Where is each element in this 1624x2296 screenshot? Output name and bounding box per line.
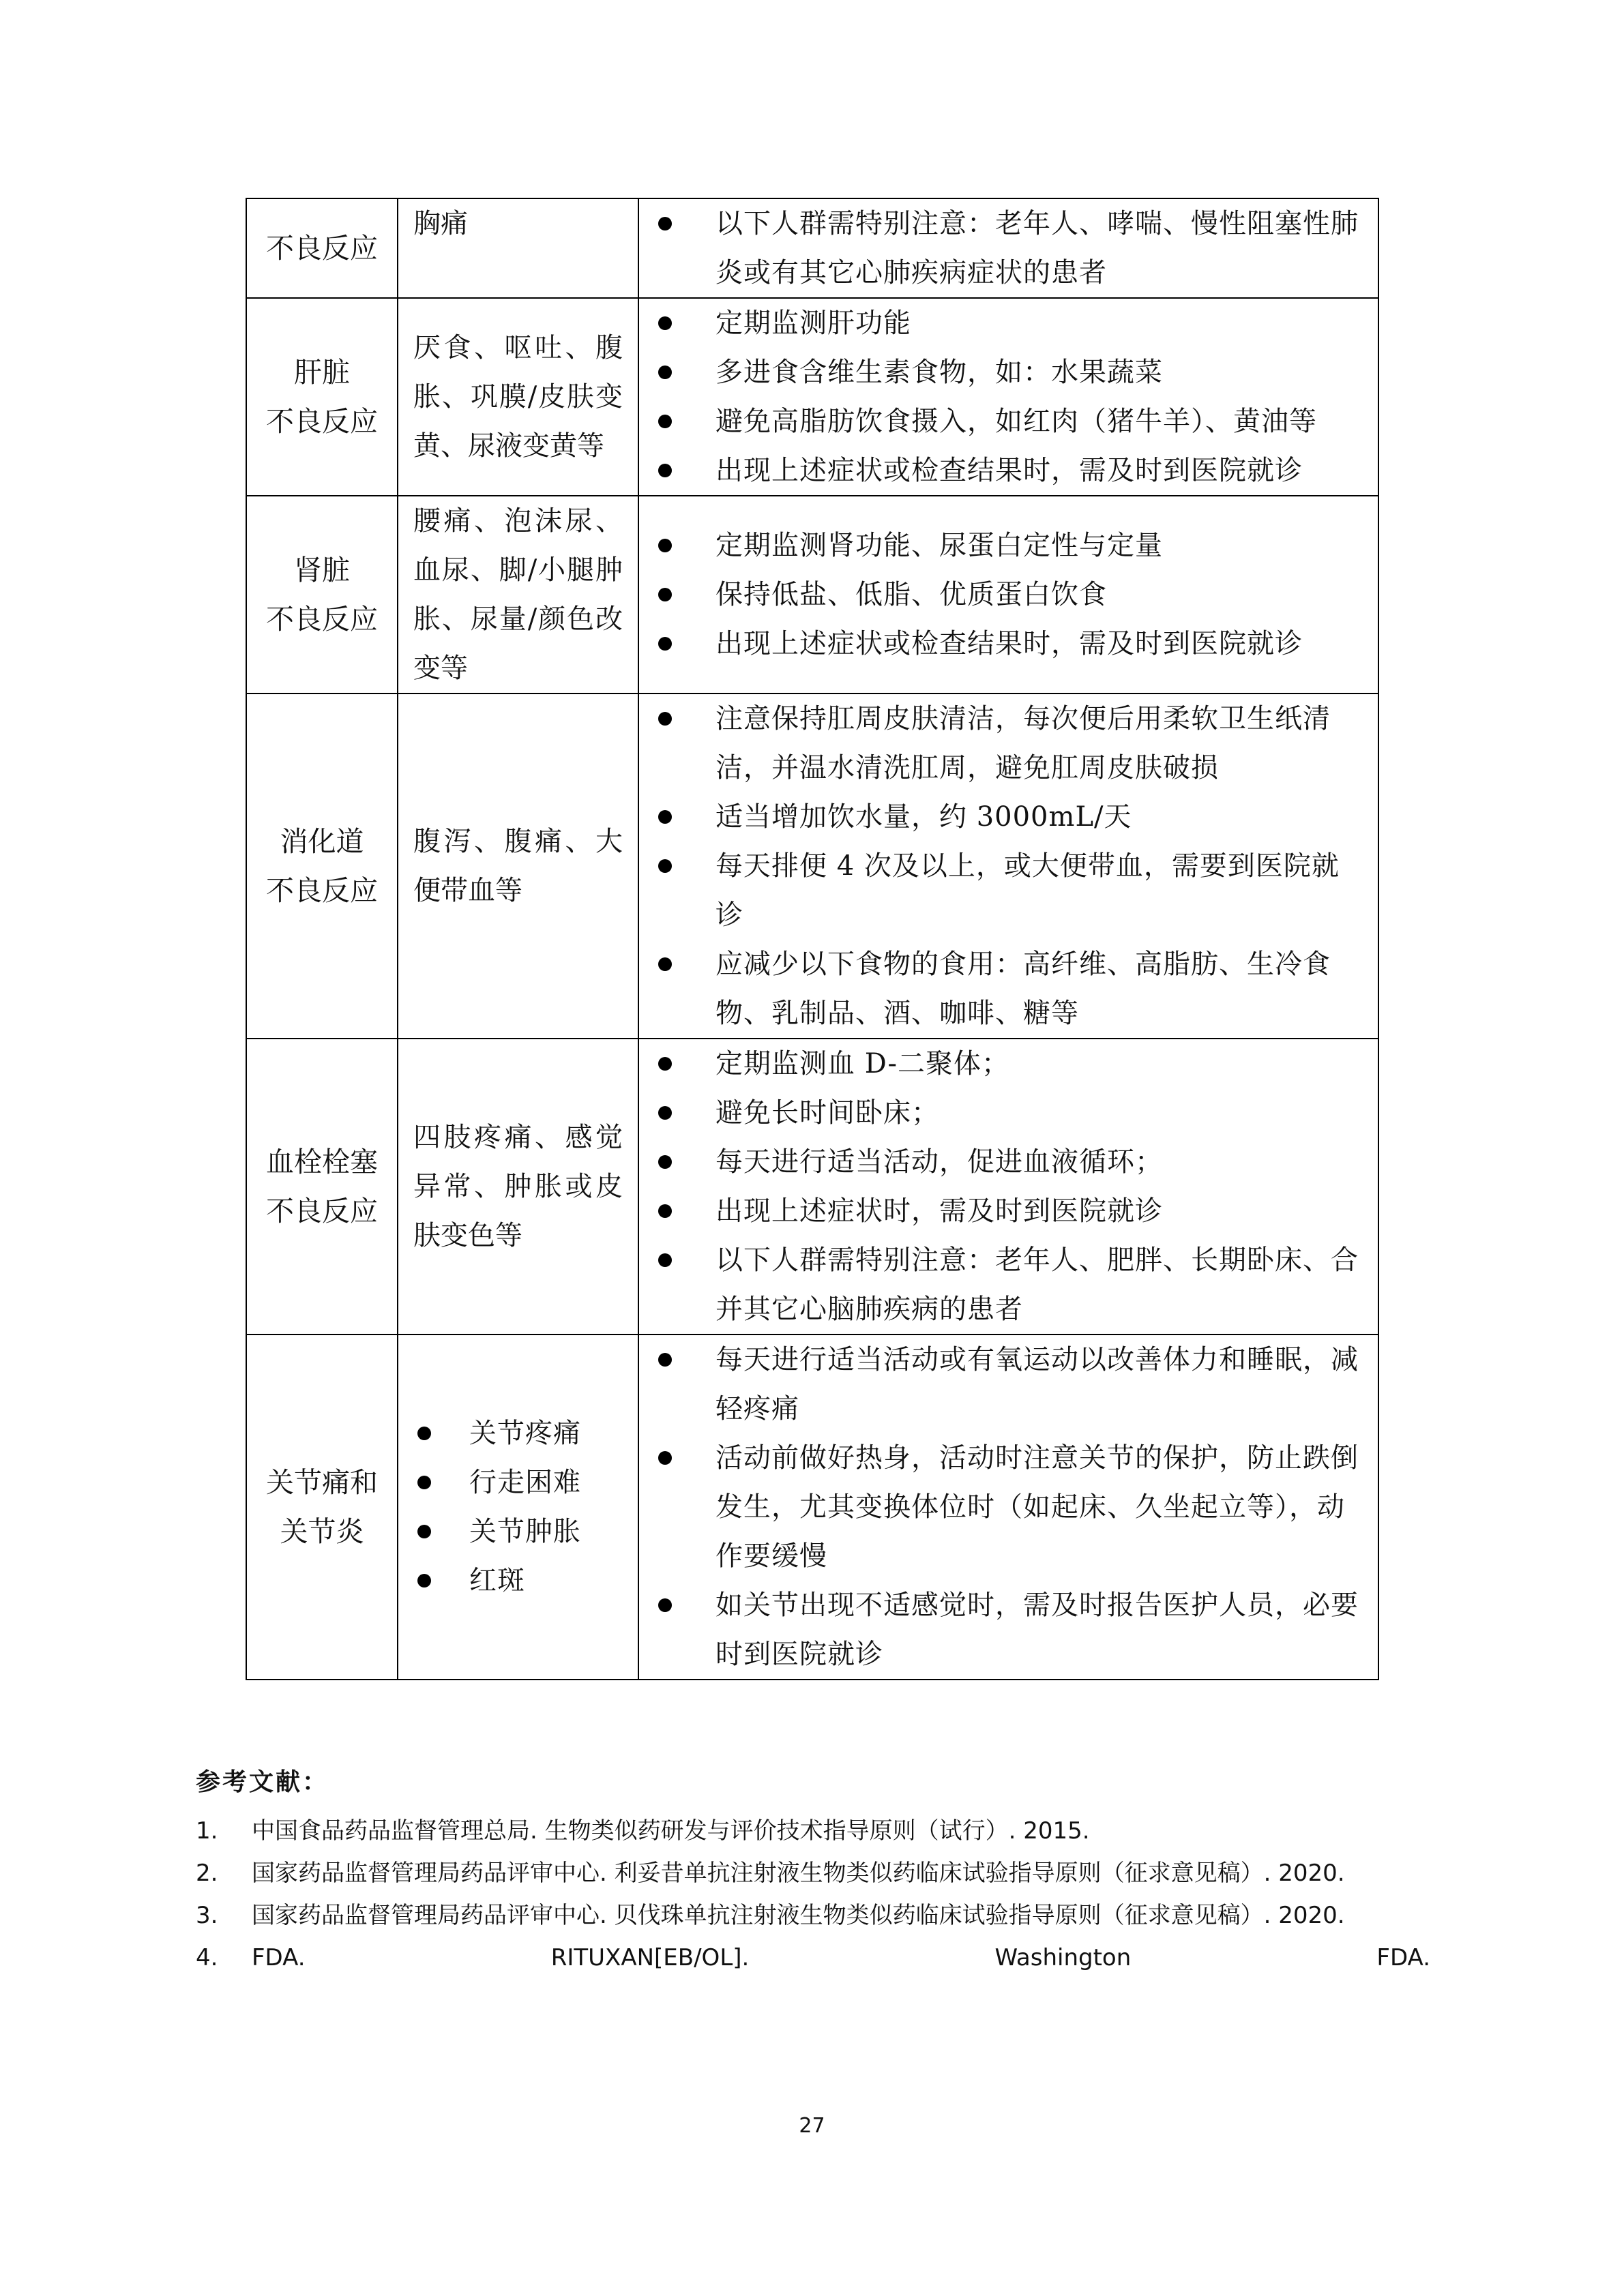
list-item: 关节疼痛 <box>413 1409 623 1458</box>
advice-list <box>653 694 1364 1038</box>
bullet-icon <box>658 1353 672 1367</box>
list-item: 定期监测肾功能、尿蛋白定性与定量 <box>653 521 1364 570</box>
advice-list <box>653 521 1364 668</box>
symptom-cell: 腰痛、泡沫尿、血尿、脚/小腿肿胀、尿量/颜色改变等 <box>398 496 638 694</box>
list-item: 定期监测肝功能 <box>653 299 1364 348</box>
bullet-icon <box>658 1057 672 1071</box>
list-item: 红斑 <box>413 1556 623 1605</box>
list-item: 每天进行适当活动或有氧运动以改善体力和睡眠，减轻疼痛 <box>653 1335 1364 1433</box>
bullet-icon <box>658 810 672 824</box>
symptom-cell: 腹泻、腹痛、大便带血等 <box>398 694 638 1039</box>
bullet-icon <box>658 1598 672 1612</box>
advice-cell <box>638 694 1378 1039</box>
list-item: 每天排便 4 次及以上，或大便带血，需要到医院就诊 <box>653 841 1364 940</box>
reference-item: 1. 中国食品药品监督管理总局. 生物类似药研发与评价技术指导原则（试行）. 2015. <box>196 1817 1090 1845</box>
symptom-cell: 四肢疼痛、感觉异常、肿胀或皮肤变色等 <box>398 1039 638 1335</box>
list-item: 应减少以下食物的食用：高纤维、高脂肪、生冷食物、乳制品、酒、咖啡、糖等 <box>653 940 1364 1038</box>
list-item: 避免高脂肪饮食摄入，如红肉（猪牛羊）、黄油等 <box>653 397 1364 446</box>
table-row <box>246 496 1378 694</box>
list-item: 保持低盐、低脂、优质蛋白饮食 <box>653 570 1364 619</box>
list-item: 行走困难 <box>413 1458 623 1507</box>
category-cell: 消化道 不良反应 <box>246 694 398 1039</box>
table-row <box>246 198 1378 298</box>
bullet-icon <box>417 1427 431 1440</box>
category-cell: 肾脏 不良反应 <box>246 496 398 694</box>
list-item: 以下人群需特别注意：老年人、肥胖、长期卧床、合并其它心脑肺疾病的患者 <box>653 1236 1364 1334</box>
advice-cell <box>638 1039 1378 1335</box>
bullet-icon <box>658 1253 672 1267</box>
bullet-icon <box>658 1451 672 1465</box>
references-heading: 参考文献： <box>196 1768 329 1796</box>
reference-item: 3. 国家药品监督管理局药品评审中心. 贝伐珠单抗注射液生物类似药临床试验指导原则（征求意见稿）. 2020. <box>196 1902 1345 1929</box>
list-item: 关节肿胀 <box>413 1507 623 1556</box>
advice-cell <box>638 298 1378 496</box>
bullet-icon <box>658 1155 672 1169</box>
advice-list <box>653 1039 1364 1334</box>
category-cell: 血栓栓塞 不良反应 <box>246 1039 398 1335</box>
bullet-icon <box>658 957 672 971</box>
bullet-icon <box>658 1204 672 1218</box>
symptom-list <box>413 1409 623 1605</box>
list-item: 活动前做好热身，活动时注意关节的保护，防止跌倒发生，尤其变换体位时（如起床、久坐起立等），动作要缓慢 <box>653 1433 1364 1581</box>
table-row <box>246 1039 1378 1335</box>
list-item: 出现上述症状或检查结果时，需及时到医院就诊 <box>653 619 1364 668</box>
list-item: 定期监测血 D-二聚体； <box>653 1039 1364 1088</box>
list-item: 每天进行适当活动，促进血液循环； <box>653 1137 1364 1187</box>
advice-cell <box>638 1335 1378 1680</box>
bullet-icon <box>658 859 672 873</box>
reference-item: 4. FDA. RITUXAN[EB/OL]. Washington FDA. <box>196 1937 1430 1979</box>
table-row <box>246 694 1378 1039</box>
bullet-icon <box>417 1574 431 1587</box>
list-item: 多进食含维生素食物，如：水果蔬菜 <box>653 348 1364 397</box>
advice-cell <box>638 496 1378 694</box>
category-cell: 肝脏 不良反应 <box>246 298 398 496</box>
table-row <box>246 298 1378 496</box>
bullet-icon <box>658 1106 672 1120</box>
reference-number: 4. FDA. <box>196 1944 306 1971</box>
table-row <box>246 1335 1378 1680</box>
bullet-icon <box>658 464 672 477</box>
bullet-icon <box>658 588 672 601</box>
symptom-cell: 胸痛 <box>398 198 638 298</box>
advice-list <box>653 199 1364 297</box>
category-cell: 不良反应 <box>246 198 398 298</box>
adverse-reaction-table <box>246 198 1379 1680</box>
reference-item: 2. 国家药品监督管理局药品评审中心. 利妥昔单抗注射液生物类似药临床试验指导原则（征求意见稿）. 2020. <box>196 1860 1345 1887</box>
bullet-icon <box>658 712 672 726</box>
bullet-icon <box>658 415 672 428</box>
advice-list <box>653 299 1364 495</box>
bullet-icon <box>658 366 672 379</box>
list-item: 出现上述症状或检查结果时，需及时到医院就诊 <box>653 446 1364 495</box>
list-item: 以下人群需特别注意：老年人、哮喘、慢性阻塞性肺炎或有其它心肺疾病症状的患者 <box>653 199 1364 297</box>
list-item: 如关节出现不适感觉时，需及时报告医护人员，必要时到医院就诊 <box>653 1581 1364 1679</box>
category-cell: 关节痛和 关节炎 <box>246 1335 398 1680</box>
symptom-cell: 厌食、呕吐、腹胀、巩膜/皮肤变黄、尿液变黄等 <box>398 298 638 496</box>
list-item: 避免长时间卧床； <box>653 1088 1364 1137</box>
bullet-icon <box>658 539 672 552</box>
list-item: 出现上述症状时，需及时到医院就诊 <box>653 1187 1364 1236</box>
bullet-icon <box>658 637 672 651</box>
symptom-cell <box>398 1335 638 1680</box>
bullet-icon <box>417 1476 431 1489</box>
bullet-icon <box>417 1525 431 1538</box>
list-item: 注意保持肛周皮肤清洁，每次便后用柔软卫生纸清洁，并温水清洗肛周，避免肛周皮肤破损 <box>653 694 1364 792</box>
references-section <box>196 1763 1430 1979</box>
advice-list <box>653 1335 1364 1679</box>
advice-cell <box>638 198 1378 298</box>
bullet-icon <box>658 217 672 230</box>
list-item: 适当增加饮水量，约 3000mL/天 <box>653 792 1364 841</box>
bullet-icon <box>658 316 672 330</box>
page-number: 27 <box>799 2114 825 2138</box>
